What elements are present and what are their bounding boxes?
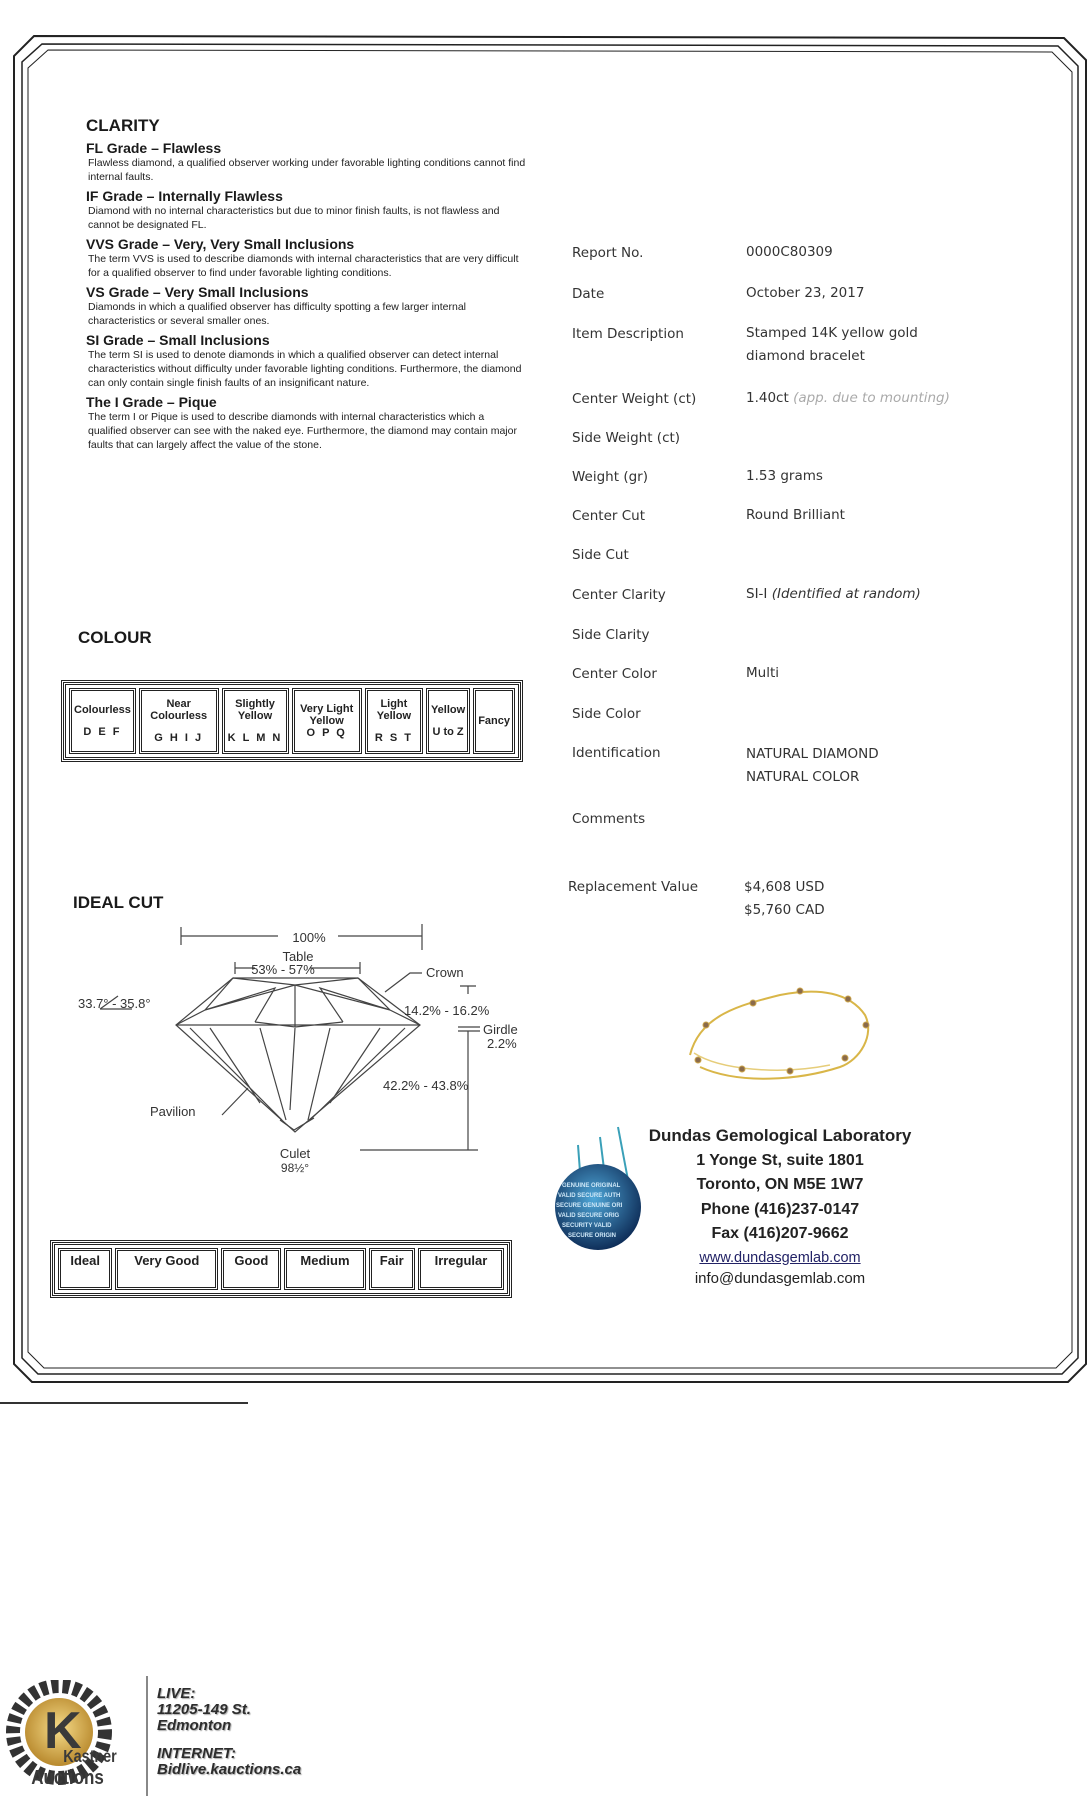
internet-label: INTERNET: — [157, 1745, 236, 1762]
side-cut-label: Side Cut — [572, 547, 629, 563]
live-address1: 11205-149 St. — [157, 1701, 251, 1718]
grade-description: The term SI is used to denote diamonds in which a qualified observer can detect internal characteristics without difficulty under favorable lighting conditions. Furthermore, the diamond can only contain single finish faults of an insignificant nature. — [88, 349, 522, 389]
cut-grade-cell: Irregular — [418, 1248, 504, 1290]
colour-cell — [426, 688, 470, 754]
identification-label: Identification — [572, 745, 661, 761]
value-text: 1.40ct — [746, 390, 789, 406]
date-value: October 23, 2017 — [746, 285, 865, 301]
center-weight-label: Center Weight (ct) — [572, 391, 697, 407]
colour-cell — [473, 688, 515, 754]
crown-height: 14.2% - 16.2% — [404, 1003, 490, 1018]
diamond-proportions-diagram — [60, 910, 530, 1180]
grade-heading: The I Grade – Pique — [86, 394, 217, 410]
width-label: 100% — [292, 930, 326, 945]
colour-name: Light Yellow — [376, 698, 412, 722]
lab-phone: Phone (416)237-0147 — [700, 1200, 860, 1218]
svg-text:SECURE ORIGIN: SECURE ORIGIN — [568, 1233, 617, 1239]
side-clarity-label: Side Clarity — [572, 627, 650, 643]
item-description-label: Item Description — [572, 326, 684, 342]
report-no-label: Report No. — [572, 245, 644, 261]
kastner-auctions-logo — [4, 1680, 144, 1790]
grade-heading: VS Grade – Very Small Inclusions — [86, 284, 309, 300]
ideal-cut-title: IDEAL CUT — [73, 893, 164, 912]
lab-name: Dundas Gemological Laboratory — [648, 1126, 912, 1145]
grade-heading: SI Grade – Small Inclusions — [86, 332, 270, 348]
value-note: (app. due to mounting) — [793, 390, 950, 406]
colour-name: Near Colourless — [150, 698, 208, 722]
table-label: Table — [282, 949, 314, 964]
crown-angle: 33.7° - 35.8° — [78, 996, 151, 1011]
colour-name: Yellow — [430, 704, 466, 716]
girdle-value: 2.2% — [487, 1036, 517, 1051]
replacement-value-label: Replacement Value — [568, 879, 699, 895]
lab-contact-block — [640, 1124, 920, 1289]
table-value: 53% - 57% — [251, 962, 315, 977]
svg-text:VALID SECURE ORIG: VALID SECURE ORIG — [558, 1213, 620, 1219]
clarity-title: CLARITY — [86, 116, 160, 135]
colour-cell — [365, 688, 423, 754]
lab-address-line2: Toronto, ON M5E 1W7 — [696, 1176, 864, 1193]
date-label: Date — [572, 286, 605, 302]
lab-email: info@dundasgemlab.com — [694, 1269, 866, 1287]
cut-grade-cell: Medium — [284, 1248, 365, 1290]
internet-url[interactable]: Bidlive.kauctions.ca — [157, 1761, 302, 1778]
cut-grade-cell: Good — [221, 1248, 281, 1290]
clarity-section — [86, 116, 526, 452]
grade-heading: VVS Grade – Very, Very Small Inclusions — [86, 236, 355, 252]
culet-label: Culet — [279, 1146, 311, 1161]
colour-title: COLOUR — [78, 628, 152, 647]
grade-description: The term I or Pique is used to describe diamonds with internal characteristics which a qualified observer can see with the naked eye. Furthermore, the diamond may contain major faults that can largely affect the value of the stone. — [88, 411, 517, 451]
colour-grades: O P Q — [306, 727, 347, 739]
value-line: Stamped 14K yellow gold — [746, 325, 918, 341]
replacement-value — [744, 876, 1044, 922]
colour-cell — [292, 688, 362, 754]
colour-grades: R S T — [374, 732, 413, 744]
girdle-label: Girdle — [483, 1022, 518, 1037]
value-line: $4,608 USD — [744, 879, 825, 895]
bracelet-photo — [680, 975, 880, 1090]
colour-name: Very Light Yellow — [300, 703, 354, 727]
grade-description: The term VVS is used to describe diamonds with internal characteristics that are very difficult for a qualified observer to find under favorable lighting conditions. — [88, 253, 519, 279]
lab-fax: Fax (416)207-9662 — [711, 1225, 849, 1242]
auction-contact — [157, 1686, 301, 1778]
comments-label: Comments — [572, 811, 646, 827]
svg-text:K: K — [44, 1702, 82, 1760]
cut-grade-cell: Very Good — [115, 1248, 218, 1290]
center-weight-value — [746, 387, 1046, 410]
weight-value: 1.53 grams — [746, 468, 823, 484]
grade-description: Diamond with no internal characteristics but due to minor finish faults, is not flawless and cannot be designated FL. — [88, 205, 500, 231]
grade-description: Diamonds in which a qualified observer has difficulty spotting a few larger internal characteristics or several smaller ones. — [88, 301, 467, 327]
grade-description: Flawless diamond, a qualified observer working under favorable lighting conditions cannot find internal faults. — [88, 157, 526, 183]
svg-text:GENUINE ORIGINAL: GENUINE ORIGINAL — [562, 1183, 621, 1189]
footer-divider — [146, 1676, 148, 1796]
scan-edge-line — [0, 1402, 248, 1404]
center-clarity-label: Center Clarity — [572, 587, 666, 603]
lab-address-line1: 1 Yonge St, suite 1801 — [696, 1151, 864, 1169]
cut-grade-cell: Ideal — [58, 1248, 112, 1290]
side-color-label: Side Color — [572, 706, 641, 722]
colour-grades: G H I J — [154, 732, 204, 744]
colour-name: Slightly Yellow — [235, 698, 275, 722]
colour-scale-table — [63, 682, 521, 760]
svg-text:VALID SECURE AUTH: VALID SECURE AUTH — [558, 1193, 621, 1199]
logo-line2: Auctions — [31, 1765, 104, 1789]
colour-grades: U to Z — [432, 726, 464, 738]
value-line: NATURAL COLOR — [746, 769, 860, 785]
value-line: diamond bracelet — [746, 348, 865, 364]
crown-label: Crown — [426, 965, 464, 980]
side-weight-label: Side Weight (ct) — [572, 430, 681, 446]
cut-grade-cell: Fair — [369, 1248, 415, 1290]
value-line: $5,760 CAD — [744, 902, 825, 918]
hologram-seal-icon — [548, 1125, 648, 1250]
pavilion-depth: 42.2% - 43.8% — [383, 1078, 469, 1093]
center-color-label: Center Color — [572, 666, 657, 682]
colour-grades: K L M N — [227, 732, 283, 744]
colour-name: Fancy — [478, 715, 510, 727]
svg-text:SECURE GENUINE ORI: SECURE GENUINE ORI — [556, 1203, 623, 1209]
grade-heading: IF Grade – Internally Flawless — [86, 188, 283, 204]
culet-angle: 98½° — [280, 1161, 310, 1175]
center-clarity-value — [746, 583, 1046, 606]
cut-grade-table — [52, 1242, 510, 1296]
colour-cell — [222, 688, 289, 754]
identification-value — [746, 743, 1046, 789]
colour-cell — [69, 688, 136, 754]
center-cut-label: Center Cut — [572, 508, 646, 524]
colour-name: Colourless — [74, 704, 131, 716]
item-description-value — [746, 322, 1046, 368]
grade-heading: FL Grade – Flawless — [86, 140, 222, 156]
report-no-value: 0000C80309 — [746, 244, 833, 260]
live-address2: Edmonton — [157, 1717, 232, 1734]
svg-text:SECURITY VALID: SECURITY VALID — [562, 1223, 612, 1229]
colour-grades: D E F — [83, 726, 122, 738]
lab-website-link[interactable]: www.dundasgemlab.com — [699, 1249, 861, 1266]
center-cut-value: Round Brilliant — [746, 507, 845, 523]
value-line: NATURAL DIAMOND — [746, 746, 879, 762]
colour-cell — [139, 688, 219, 754]
value-note: (Identified at random) — [771, 586, 921, 602]
center-color-value: Multi — [746, 665, 779, 681]
weight-label: Weight (gr) — [572, 469, 648, 485]
pavilion-label: Pavilion — [150, 1104, 196, 1119]
value-text: SI-I — [746, 586, 768, 602]
logo-line1: Kastner — [63, 1746, 117, 1767]
live-label: LIVE: — [157, 1685, 196, 1702]
